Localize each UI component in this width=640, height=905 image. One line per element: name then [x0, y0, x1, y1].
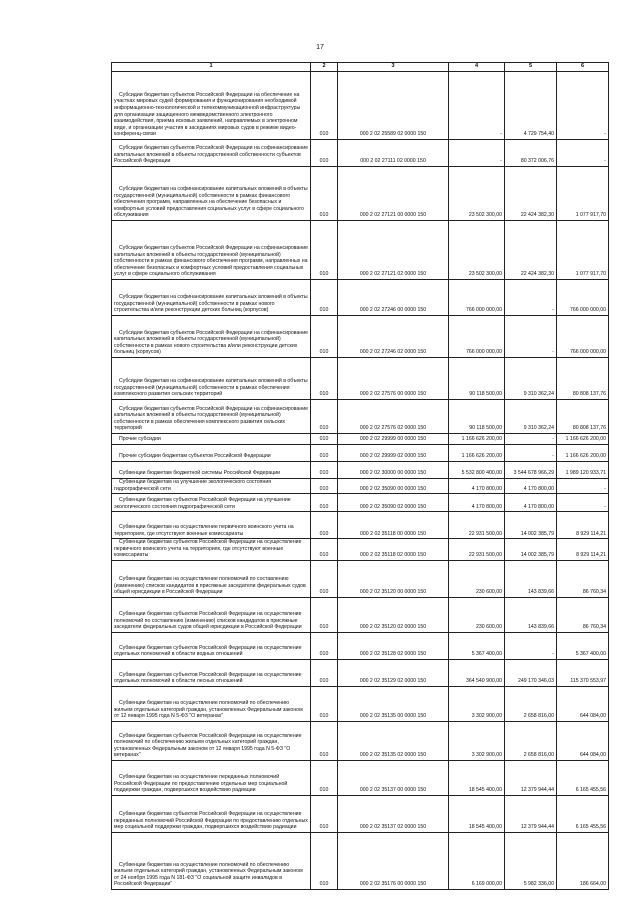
table-row [112, 512, 609, 539]
row-plan-cell: 364 540 900,00 [449, 659, 505, 686]
row-code-cell: 010 [311, 539, 338, 561]
row-fact-cell: 9 310 362,24 [505, 358, 557, 400]
row-fact-cell: 5 982 336,00 [505, 832, 557, 889]
row-rest-cell: - [557, 479, 609, 494]
table-row [112, 445, 609, 462]
row-code-cell: 010 [311, 632, 338, 659]
row-plan-cell: 4 170 800,00 [449, 479, 505, 494]
table-row [112, 400, 609, 434]
row-code-cell: 010 [311, 512, 338, 539]
row-plan-cell: 22 931 500,00 [449, 512, 505, 539]
row-rest-cell: 766 000 000,00 [557, 316, 609, 358]
row-rest-cell: - [557, 494, 609, 512]
row-fact-cell: - [505, 280, 557, 316]
row-fact-cell: 22 424 382,30 [505, 167, 557, 221]
row-fact-cell: - [505, 632, 557, 659]
row-plan-cell: 90 118 500,00 [449, 358, 505, 400]
budget-revenue-table [111, 62, 609, 890]
row-code-cell: 010 [311, 686, 338, 721]
row-fact-cell: 2 658 816,00 [505, 721, 557, 760]
row-plan-cell: 766 000 000,00 [449, 316, 505, 358]
row-fact-cell: 4 729 754,40 [505, 72, 557, 140]
row-rest-cell: 186 664,00 [557, 832, 609, 889]
row-rest-cell: 1 077 917,70 [557, 221, 609, 280]
row-kbk-cell: 000 2 02 27111 02 0000 150 [338, 140, 449, 167]
row-kbk-cell: 000 2 02 35137 02 0000 150 [338, 795, 449, 832]
row-name-cell: Субсидии бюджетам на софинансирование капитальных вложений в объекты государственной (муниципальной) собственности в рамках нового строительства и/или реконструкции детских больниц (корпусов) [112, 280, 311, 316]
row-plan-cell: 230 600,00 [449, 597, 505, 632]
row-fact-cell: 14 002 385,79 [505, 512, 557, 539]
row-code-cell: 010 [311, 494, 338, 512]
table-body [112, 63, 609, 890]
table-row [112, 358, 609, 400]
row-name-cell: Субсидии бюджетам субъектов Российской Федерации на софинансирование капитальных вложений в объекты государственной (муниципальной) собственности в рамках нового строительства и/или реконструкции детских больниц (корпусов) [112, 316, 311, 358]
row-fact-cell: 12 379 944,44 [505, 760, 557, 795]
row-kbk-cell: 000 2 02 35120 00 0000 150 [338, 560, 449, 597]
row-plan-cell: 18 545 400,00 [449, 760, 505, 795]
row-rest-cell: 115 370 553,97 [557, 659, 609, 686]
row-name-cell: Субсидии бюджетам на софинансирование капитальных вложений в объекты государственной (муниципальной) собственности в рамках финансового обеспечения программ, направленных на обеспечение безопасных и комфортных условий предоставления социальных услуг в сфере социального обслуживания [112, 167, 311, 221]
row-name-cell: Субсидии бюджетам субъектов Российской Федерации на софинансирование капитальных вложений в объекты государственной (муниципальной) собственности в рамках финансового обеспечения программ, направленных на обеспечение безопасных и комфортных условий предоставления социальных услуг в сфере социального обслуживания [112, 221, 311, 280]
row-name-cell: Субвенции бюджетам на осуществление полномочий по составлению (изменению) списков кандидатов в присяжные заседатели федеральных судов общей юрисдикции в Российской Федерации [112, 560, 311, 597]
row-name-cell: Субсидии бюджетам субъектов Российской Федерации на обеспечение на участках мировых судей формирования и функционирования необходимой информационно-технологической и телекоммуникационной инфраструктуры для организации защищенного межведомственного электронного взаимодействия, приема исковых заявлений, направляемых в электронном виде, и организации участия в заседаниях мировых судов в режиме видео-конференц-связи [112, 72, 311, 140]
row-fact-cell: 12 379 944,44 [505, 795, 557, 832]
row-plan-cell: 23 502 300,00 [449, 221, 505, 280]
row-name-cell: Прочие субсидии [112, 434, 311, 445]
row-kbk-cell: 000 2 02 30000 00 0000 150 [338, 462, 449, 479]
row-plan-cell: 90 118 500,00 [449, 400, 505, 434]
row-kbk-cell: 000 2 02 35135 02 0000 150 [338, 721, 449, 760]
row-rest-cell: 80 808 137,76 [557, 400, 609, 434]
row-kbk-cell: 000 2 02 35118 00 0000 150 [338, 512, 449, 539]
row-rest-cell: 644 084,00 [557, 686, 609, 721]
table-row [112, 167, 609, 221]
row-kbk-cell: 000 2 02 35176 00 0000 150 [338, 832, 449, 889]
row-kbk-cell: 000 2 02 35137 00 0000 150 [338, 760, 449, 795]
row-fact-cell: - [505, 445, 557, 462]
table-row [112, 632, 609, 659]
row-kbk-cell: 000 2 02 27576 00 0000 150 [338, 358, 449, 400]
row-fact-cell: 143 839,66 [505, 597, 557, 632]
row-kbk-cell: 000 2 02 35135 00 0000 150 [338, 686, 449, 721]
row-code-cell: 010 [311, 597, 338, 632]
row-code-cell: 010 [311, 479, 338, 494]
row-code-cell: 010 [311, 316, 338, 358]
table-row [112, 597, 609, 632]
row-kbk-cell: 000 2 02 29999 02 0000 150 [338, 445, 449, 462]
header-col-3: 3 [338, 63, 449, 72]
row-fact-cell: - [505, 434, 557, 445]
row-rest-cell: 86 760,34 [557, 560, 609, 597]
table-row [112, 795, 609, 832]
row-plan-cell: - [449, 72, 505, 140]
row-rest-cell: 80 808 137,76 [557, 358, 609, 400]
row-kbk-cell: 000 2 02 27246 00 0000 150 [338, 280, 449, 316]
row-rest-cell: 1 077 917,70 [557, 167, 609, 221]
row-kbk-cell: 000 2 02 35120 02 0000 150 [338, 597, 449, 632]
table-row [112, 479, 609, 494]
table-row [112, 560, 609, 597]
row-name-cell: Субвенции бюджетам субъектов Российской Федерации на осуществление полномочий по составлению (изменению) списков кандидатов в присяжные заседатели федеральных судов общей юрисдикции в Российской Федерации [112, 597, 311, 632]
table-row [112, 721, 609, 760]
table-row [112, 832, 609, 889]
row-fact-cell: 249 170 346,03 [505, 659, 557, 686]
table-row [112, 462, 609, 479]
row-code-cell: 010 [311, 434, 338, 445]
row-code-cell: 010 [311, 280, 338, 316]
row-code-cell: 010 [311, 832, 338, 889]
row-fact-cell: 22 424 382,30 [505, 221, 557, 280]
row-name-cell: Субвенции бюджетам субъектов Российской Федерации на осуществление отдельных полномочий в области водных отношений [112, 632, 311, 659]
row-rest-cell: 5 367 400,00 [557, 632, 609, 659]
row-code-cell: 010 [311, 221, 338, 280]
header-col-1: 1 [112, 63, 311, 72]
row-name-cell: Субвенции бюджетам субъектов Российской Федерации на улучшение экологического состояния гидрографической сети [112, 494, 311, 512]
row-kbk-cell: 000 2 02 27246 02 0000 150 [338, 316, 449, 358]
row-plan-cell: 3 302 900,00 [449, 721, 505, 760]
row-name-cell: Субвенции бюджетам на осуществление полномочий по обеспечению жильем отдельных категорий граждан, установленных Федеральным законом от 24 ноября 1995 года N 181-ФЗ "О социальной защите инвалидов в Российской Федерации" [112, 832, 311, 889]
row-code-cell: 010 [311, 462, 338, 479]
row-rest-cell: 1 989 120 933,71 [557, 462, 609, 479]
row-plan-cell: 23 502 300,00 [449, 167, 505, 221]
row-plan-cell: 766 000 000,00 [449, 280, 505, 316]
row-kbk-cell: 000 2 02 29999 00 0000 150 [338, 434, 449, 445]
table-row [112, 280, 609, 316]
row-plan-cell: 1 166 626 200,00 [449, 445, 505, 462]
row-code-cell: 010 [311, 167, 338, 221]
row-plan-cell: 230 600,00 [449, 560, 505, 597]
row-fact-cell: 4 170 800,00 [505, 479, 557, 494]
row-fact-cell: 2 658 816,00 [505, 686, 557, 721]
row-name-cell: Субвенции бюджетам субъектов Российской Федерации на осуществление первичного воинского учета на территориях, где отсутствуют военные комиссариаты [112, 539, 311, 561]
row-fact-cell: 14 002 385,79 [505, 539, 557, 561]
row-code-cell: 010 [311, 358, 338, 400]
row-fact-cell: 143 839,66 [505, 560, 557, 597]
row-name-cell: Субвенции бюджетам на осуществление полномочий по обеспечению жильем отдельных категорий граждан, установленных Федеральным законом от 12 января 1995 года N 5-ФЗ "О ветеранах" [112, 686, 311, 721]
row-plan-cell: 5 532 800 400,00 [449, 462, 505, 479]
row-fact-cell: 9 310 362,24 [505, 400, 557, 434]
row-code-cell: 010 [311, 659, 338, 686]
row-kbk-cell: 000 2 02 35090 02 0000 150 [338, 494, 449, 512]
table-row [112, 316, 609, 358]
row-name-cell: Субвенции бюджетам субъектов Российской Федерации на осуществление полномочий по обеспечению жильем отдельных категорий граждан, установленных Федеральным законом от 12 января 1995 года N 5-ФЗ "О ветеранах" [112, 721, 311, 760]
header-col-5: 5 [505, 63, 557, 72]
row-kbk-cell: 000 2 02 27121 02 0000 150 [338, 221, 449, 280]
row-kbk-cell: 000 2 02 35128 02 0000 150 [338, 632, 449, 659]
row-plan-cell: 22 931 500,00 [449, 539, 505, 561]
table-row [112, 434, 609, 445]
row-name-cell: Субсидии бюджетам на софинансирование капитальных вложений в объекты государственной (муниципальной) собственности в рамках обеспечения комплексного развития сельских территорий [112, 358, 311, 400]
row-name-cell: Субвенции бюджетам на улучшение экологического состояния гидрографической сети [112, 479, 311, 494]
row-fact-cell: - [505, 316, 557, 358]
row-code-cell: 010 [311, 400, 338, 434]
table-row [112, 539, 609, 561]
row-rest-cell: 1 166 626 200,00 [557, 434, 609, 445]
row-code-cell: 010 [311, 445, 338, 462]
row-plan-cell: 1 166 626 200,00 [449, 434, 505, 445]
row-plan-cell: - [449, 140, 505, 167]
header-col-4: 4 [449, 63, 505, 72]
row-rest-cell: - [557, 72, 609, 140]
row-rest-cell: 6 165 455,56 [557, 760, 609, 795]
row-name-cell: Субсидии бюджетам субъектов Российской Федерации на софинансирование капитальных вложений в объекты государственной (муниципальной) собственности в рамках обеспечения комплексного развития сельских территорий [112, 400, 311, 434]
row-code-cell: 010 [311, 72, 338, 140]
row-rest-cell: 8 929 114,21 [557, 512, 609, 539]
row-code-cell: 010 [311, 795, 338, 832]
row-name-cell: Субсидии бюджетам субъектов Российской Федерации на софинансирование капитальных вложений в объекты государственной собственности субъектов Российской Федерации [112, 140, 311, 167]
row-code-cell: 010 [311, 721, 338, 760]
row-fact-cell: 80 372 006,76 [505, 140, 557, 167]
row-name-cell: Субвенции бюджетам бюджетной системы Российской Федерации [112, 462, 311, 479]
table-row [112, 72, 609, 140]
row-kbk-cell: 000 2 02 27121 00 0000 150 [338, 167, 449, 221]
row-rest-cell: 8 929 114,21 [557, 539, 609, 561]
table-row [112, 659, 609, 686]
table-row [112, 686, 609, 721]
row-plan-cell: 6 169 000,00 [449, 832, 505, 889]
row-fact-cell: 3 544 678 966,29 [505, 462, 557, 479]
row-kbk-cell: 000 2 02 35118 02 0000 150 [338, 539, 449, 561]
row-name-cell: Субвенции бюджетам субъектов Российской Федерации на осуществление переданных полномочий Российской Федерации по предоставлению отдельных мер социальной поддержки граждан, подвергшихся воздействию радиации [112, 795, 311, 832]
row-kbk-cell: 000 2 02 25589 02 0000 150 [338, 72, 449, 140]
row-plan-cell: 18 545 400,00 [449, 795, 505, 832]
table-row [112, 494, 609, 512]
row-name-cell: Субвенции бюджетам на осуществление переданных полномочий Российской Федерации по предоставлению отдельных мер социальной поддержки граждан, подвергшихся воздействию радиации [112, 760, 311, 795]
row-plan-cell: 4 170 800,00 [449, 494, 505, 512]
table-row [112, 760, 609, 795]
row-code-cell: 010 [311, 140, 338, 167]
row-code-cell: 010 [311, 760, 338, 795]
row-kbk-cell: 000 2 02 35129 02 0000 150 [338, 659, 449, 686]
row-rest-cell: 644 084,00 [557, 721, 609, 760]
row-code-cell: 010 [311, 560, 338, 597]
row-kbk-cell: 000 2 02 35090 00 0000 150 [338, 479, 449, 494]
row-plan-cell: 5 367 400,00 [449, 632, 505, 659]
row-kbk-cell: 000 2 02 27576 02 0000 150 [338, 400, 449, 434]
row-name-cell: Субвенции бюджетам на осуществление первичного воинского учета на территориях, где отсутствуют военные комиссариаты [112, 512, 311, 539]
row-rest-cell: 86 760,34 [557, 597, 609, 632]
row-rest-cell: 1 166 626 200,00 [557, 445, 609, 462]
row-rest-cell: 6 165 455,56 [557, 795, 609, 832]
table-header-row [112, 63, 609, 72]
row-name-cell: Прочие субсидии бюджетам субъектов Российской Федерации [112, 445, 311, 462]
header-col-6: 6 [557, 63, 609, 72]
row-rest-cell: 766 000 000,00 [557, 280, 609, 316]
row-plan-cell: 3 302 900,00 [449, 686, 505, 721]
table-row [112, 140, 609, 167]
table-row [112, 221, 609, 280]
header-col-2: 2 [311, 63, 338, 72]
row-rest-cell: - [557, 140, 609, 167]
row-name-cell: Субвенции бюджетам субъектов Российской Федерации на осуществление отдельных полномочий в области лесных отношений [112, 659, 311, 686]
row-fact-cell: 4 170 800,00 [505, 494, 557, 512]
page-number: 17 [316, 44, 324, 51]
